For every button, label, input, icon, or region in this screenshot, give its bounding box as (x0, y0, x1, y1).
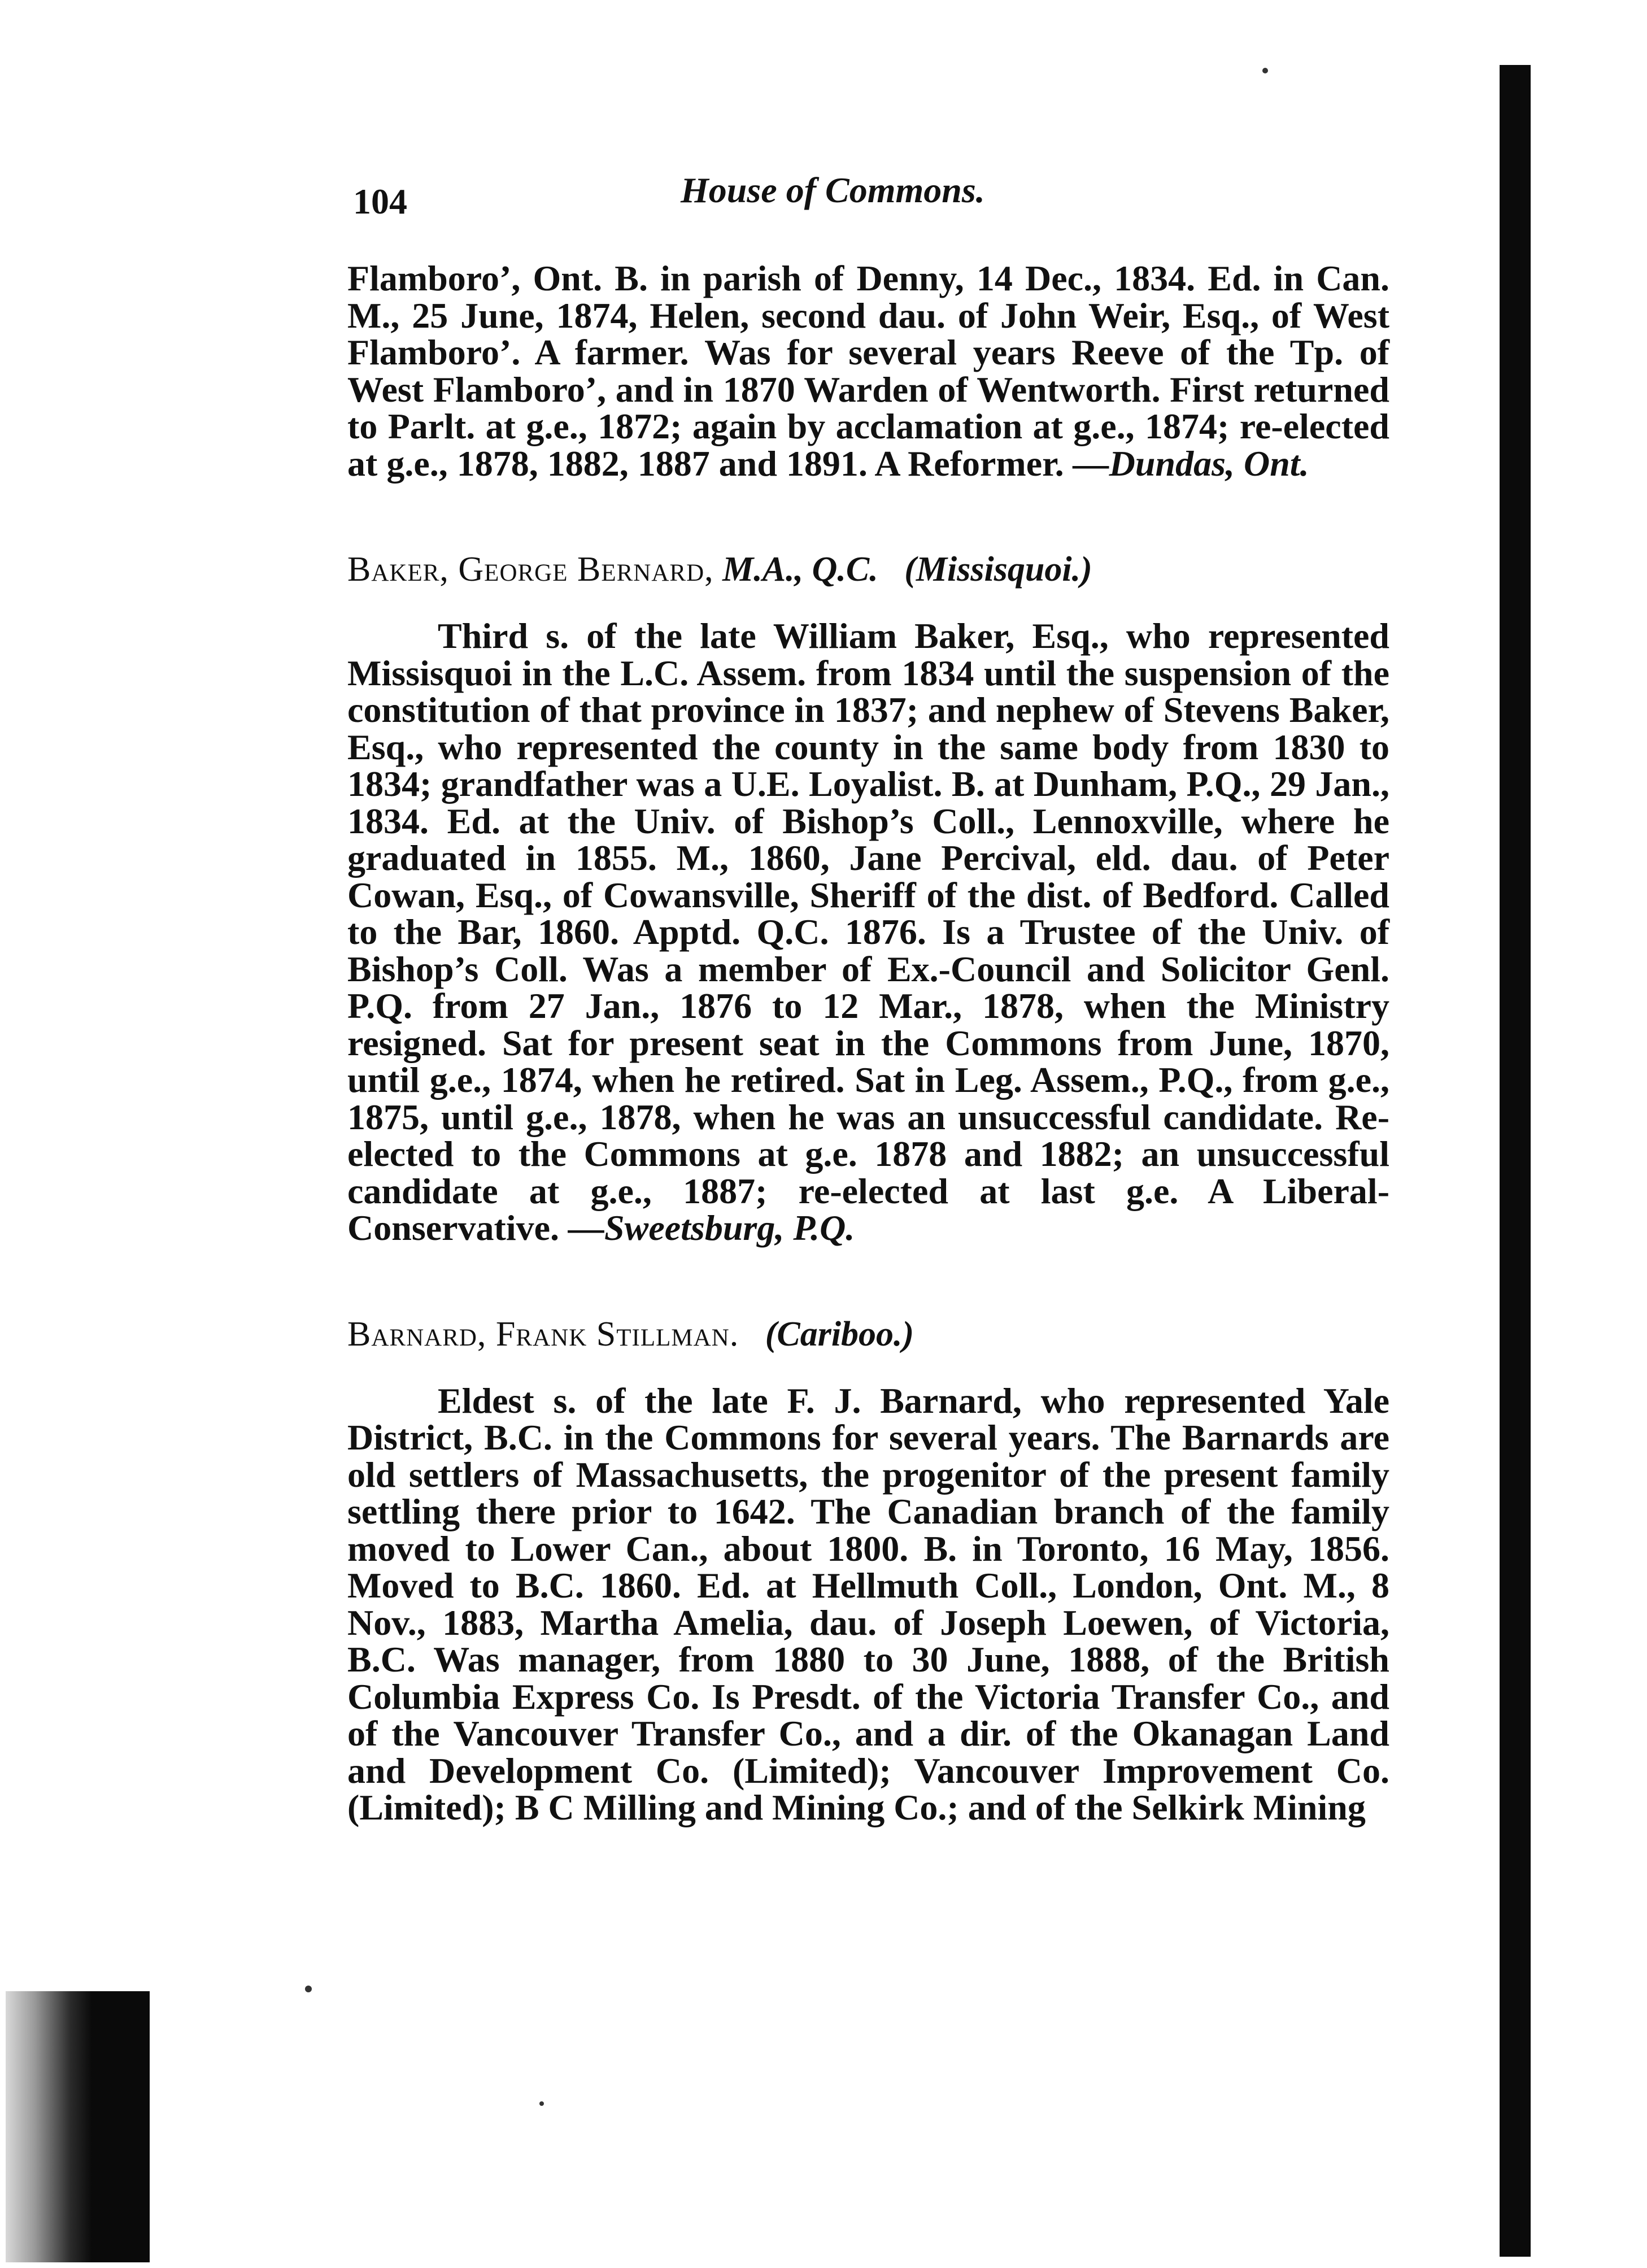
scan-edge-left (6, 1991, 150, 2262)
entry-continued-address: —Dundas, Ont. (1073, 443, 1309, 484)
entry-barnard-name: Barnard, Frank Stillman. (347, 1314, 739, 1353)
entry-barnard-heading (347, 1314, 1389, 1354)
entry-continued-text (347, 260, 1389, 482)
entry-baker-name: Baker, George Bernard, (347, 550, 714, 589)
scan-speck (305, 1986, 312, 1992)
entry-baker-text (347, 617, 1389, 1247)
scan-speck (539, 2101, 544, 2106)
scan-edge-right (1500, 65, 1531, 2257)
scan-speck (1262, 68, 1268, 73)
entry-baker-riding: (Missisquoi.) (904, 550, 1092, 589)
book-page (347, 169, 1389, 1826)
entry-baker-titles: M.A., Q.C. (722, 550, 878, 589)
entry-barnard-text (347, 1382, 1389, 1826)
entry-barnard-body: Eldest s. of the late F. J. Barnard, who represented Yale District, B.C. in the Commons for several years. The Barnards are old settlers of Massachusetts, the progenitor of the present family settling there prior to 1642. The Canadian branch of the family moved to Lower Can., about 1800. B. in Toronto, 16 May, 1856. Moved to B.C. 1860. Ed. at Hellmuth Coll., London, Ont. M., 8 Nov., 1883, Martha Amelia, dau. of Joseph Loewen, of Victoria, B.C. Was manager, from 1880 to 30 June, 1888, of the British Columbia Express Co. Is Presdt. of the Victoria Transfer Co., and of the Vancouver Transfer Co., and a dir. of the Okanagan Land and Development Co. (Limited); Vancouver Improvement Co. (Limited); B C Milling and Mining Co.; and of the Selkirk Mining (347, 1380, 1389, 1827)
entry-continued-body: Flamboro’, Ont. B. in parish of Denny, 14 Dec., 1834. Ed. in Can. M., 25 June, 1874, Helen, second dau. of John Weir, Esq., of West Flamboro’. A farmer. Was for several years Reeve of the Tp. of West Flamboro’, and in 1870 Warden of Wentworth. First returned to Parlt. at g.e., 1872; again by acclamation at g.e., 1874; re-elected at g.e., 1878, 1882, 1887 and 1891. A Reformer. (347, 258, 1389, 484)
entry-continued (347, 260, 1389, 482)
entry-barnard-riding: (Cariboo.) (765, 1314, 914, 1353)
entry-baker-body: Third s. of the late William Baker, Esq., who represented Missisquoi in the L.C. Assem. from 1834 until the suspension of the constitution of that province in 1837; and nephew of Stevens Baker, Esq., who represented the county in the same body from 1830 to 1834; grandfather was a U.E. Loyalist. B. at Dunham, P.Q., 29 Jan., 1834. Ed. at the Univ. of Bishop’s Coll., Lennoxville, where he graduated in 1855. M., 1860, Jane Percival, eld. dau. of Peter Cowan, Esq., of Cowansville, Sheriff of the dist. of Bedford. Called to the Bar, 1860. Apptd. Q.C. 1876. Is a Trustee of the Univ. of Bishop’s Coll. Was a member of Ex.-Council and Solicitor Genl. P.Q. from 27 Jan., 1876 to 12 Mar., 1878, when the Ministry resigned. Sat for present seat in the Commons from June, 1870, until g.e., 1874, when he retired. Sat in Leg. Assem., P.Q., from g.e., 1875, until g.e., 1878, when he was an unsuccessful candidate. Re-elected to the Commons at g.e. 1878 and 1882; an unsuccessful candidate at g.e., 1887; re-elected at last g.e. A Liberal-Conservative. (347, 616, 1389, 1248)
page-header (347, 169, 1389, 226)
entry-barnard (347, 1314, 1389, 1826)
entry-baker-heading (347, 550, 1389, 589)
entry-baker-address: —Sweetsburg, P.Q. (568, 1208, 855, 1248)
entry-baker (347, 550, 1389, 1247)
running-title: House of Commons. (681, 170, 985, 210)
page-number: 104 (353, 181, 407, 221)
